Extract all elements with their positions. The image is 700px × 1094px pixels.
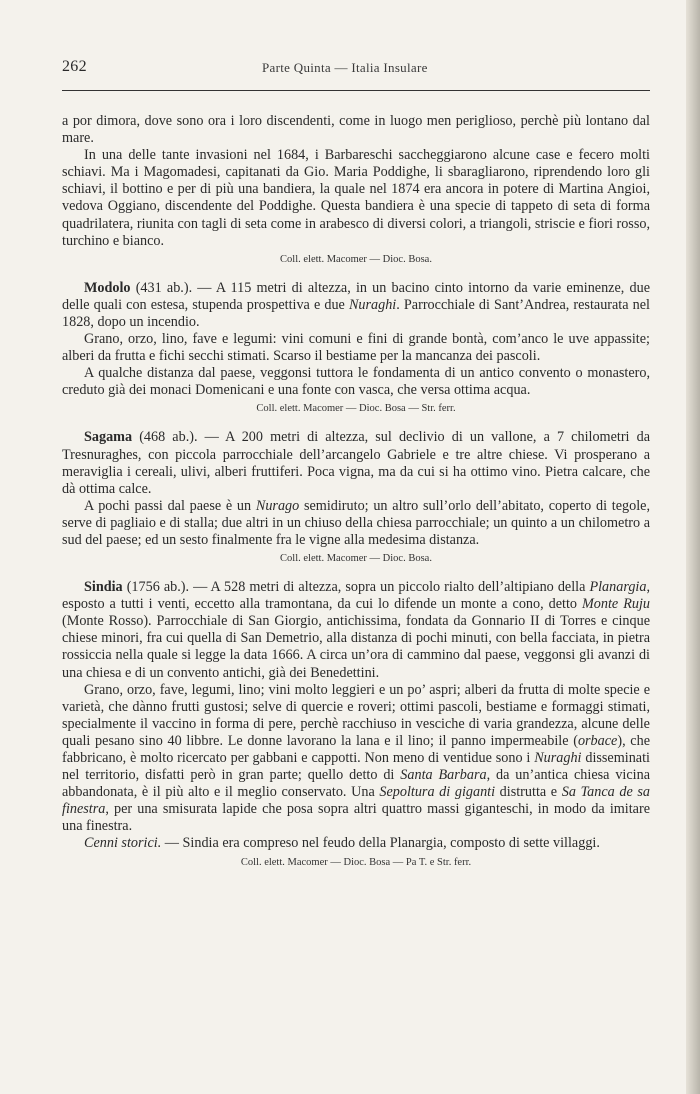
sagama-paragraph-2: A pochi passi dal paese è un Nurago semidiruto; un altro sull’orlo dell’abitato, coperto di tegole, serve di pagliaio e di stalla; due altri in un chiuso della chiesa parrocchiale; un quinto a un chilometro a sud del paese; ed un sesto finalmente fra le vigne alla medesima distanza. <box>62 497 650 548</box>
sagama-title: Sagama <box>84 429 133 446</box>
modolo-electoral-note: Coll. elett. Macomer — Dioc. Bosa — Str. ferr. <box>256 403 456 415</box>
modolo-title: Modolo <box>84 279 131 296</box>
sindia-paragraph-3: Cenni storici. — Sindia era compreso nel feudo della Planargia, composto di sette villaggi. <box>84 835 600 852</box>
running-title: Parte Quinta — Italia Insulare <box>262 60 428 75</box>
sagama-paragraph-1: Sagama (468 ab.). — A 200 metri di altezza, sul declivio di un vallone, a 7 chilometri da Tresnuraghes, con piccola parrocchiale dell’arcangelo Gabriele e tre altre chiese. Vi prosperano a meraviglia i cereali, ulivi, alberi fruttiferi. Poca vigna, ma da cui si ha ottimo vino. Pietra calcare, che dà ottima calce. <box>62 429 650 497</box>
page-header <box>62 58 650 84</box>
intro-paragraph-1: a por dimora, dove sono ora i loro discendenti, come in luogo men periglioso, perchè più lontano dal mare. <box>62 113 650 147</box>
book-page <box>62 58 650 883</box>
modolo-paragraph-2: Grano, orzo, lino, fave e legumi: vini comuni e fini di grande bontà, com’anco le uve appassite; alberi da frutta e fichi secchi stimati. Scarso il bestiame per la mancanza dei pascoli. <box>62 331 650 365</box>
page-edge-shadow <box>686 0 700 1094</box>
sindia-paragraph-1: Sindia (1756 ab.). — A 528 metri di altezza, sopra un piccolo rialto dell’altipiano della Planargia, esposto a tutti i venti, eccetto alla tramontana, da cui lo difende un monte a cono, detto Monte Ruju (Monte Rosso). Parrocchiale di San Giorgio, antichissima, fondata da Gonnario II di Torres e cinque chiese minori, fra cui quella di San Demetrio, alla distanza di pochi minuti, con bella facciata, in pietra rossiccia nella quale si legge la data 1666. A circa un’ora di cammino dal paese, veggonsi gli avanzi di una chiesa e di un convento antichi, già dei Benedettini. <box>62 579 651 681</box>
sindia-electoral-note: Coll. elett. Macomer — Dioc. Bosa — Pa T. e Str. ferr. <box>240 856 472 868</box>
page-number: 262 <box>62 58 87 75</box>
intro-electoral-note: Coll. elett. Macomer — Dioc. Bosa. <box>280 253 432 265</box>
modolo-paragraph-1: Modolo (431 ab.). — A 115 metri di altezza, in un bacino cinto intorno da varie eminenze, due delle quali con estesa, stupenda prospettiva e due Nuraghi. Parrocchiale di Sant’Andrea, restaurata nel 1828, dopo un incendio. <box>62 279 650 330</box>
header-rule <box>62 90 650 91</box>
intro-paragraph-2: In una delle tante invasioni nel 1684, i Barbareschi saccheggiarono alcune case e fecero molti schiavi. Ma i Magomadesi, capitanati da Gio. Maria Poddighe, li sbaragliarono, riprendendo loro gli schiavi, il bottino e per di più una bandiera, la quale nel 1874 era ancora in potere di Martina Angioi, vedova Oggiano, discendente del Poddighe. Questa bandiera è una specie di tappeto di seta di forma quadrilatera, riunita con tagli di seta come in arabesco di diversi colori, a triangoli, striscie e fiori rosso, turchino e bianco. <box>62 147 650 249</box>
modolo-paragraph-3: A qualche distanza dal paese, veggonsi tuttora le fondamenta di un antico convento o monastero, creduto già dei monaci Domenicani e una fonte con vasca, che versa ottima acqua. <box>62 365 650 399</box>
cenni-storici-label: Cenni storici. <box>84 835 162 852</box>
sindia-title: Sindia <box>84 579 123 596</box>
sindia-paragraph-2: Grano, orzo, fave, legumi, lino; vini molto leggieri e un po’ aspri; alberi da frutta di molte specie e varietà, che dànno frutti gustosi; selve di quercie e roveri; ottimi pascoli, bestiame e formaggi stimati, specialmente il vaccino in forma di pere, perchè racchiuso in vesciche di varia grandezza, alcune delle quali pesano sino 40 libbre. Le donne lavorano la lana e il lino; il panno impermeabile (orbace), che fabbricano, è molto ricercato per gabbani e cappotti. Non meno di ventidue sono i Nuraghi disseminati nel territorio, disfatti però in gran parte; quello detto di Santa Barbara, da un’antica chiesa vicina abbandonata, è il più alto e il meglio conservato. Una Sepoltura di giganti distrutta e Sa Tanca de sa finestra, per una smisurata lapide che posa sopra altri quattro massi giganteschi, in modo da imitare una finestra. <box>62 681 651 835</box>
sagama-electoral-note: Coll. elett. Macomer — Dioc. Bosa. <box>280 553 432 565</box>
